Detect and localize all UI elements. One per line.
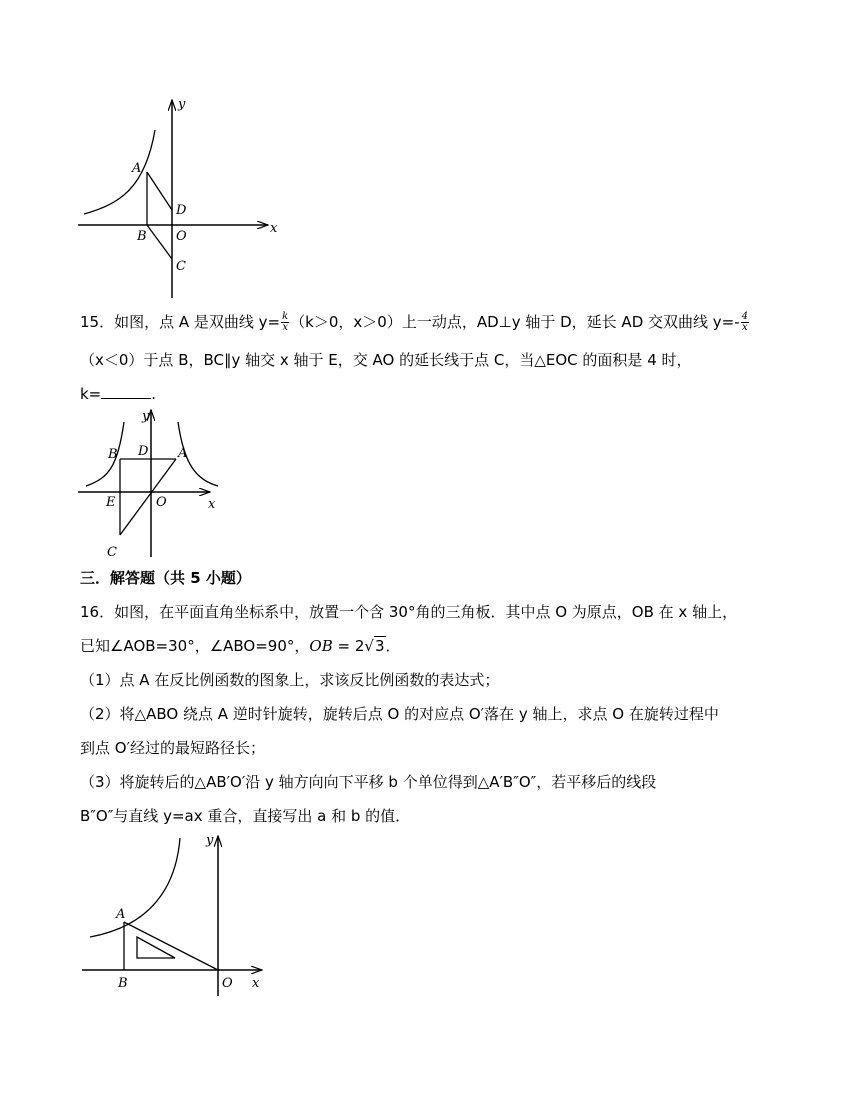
sqrt-sign: √ <box>364 637 374 655</box>
label-D: D <box>176 203 187 218</box>
label-O: O <box>156 495 167 510</box>
label-A: A <box>116 907 126 922</box>
label-O: O <box>176 229 187 244</box>
q16-part1: （1）点 A 在反比例函数的图象上，求该反比例函数的表达式； <box>80 671 500 689</box>
figure-3 <box>0 830 860 1010</box>
label-A: A <box>178 446 188 461</box>
q16-line2 <box>80 636 401 656</box>
label-y: y <box>142 409 150 424</box>
fraction-numerator: 4 <box>741 311 749 322</box>
label-x: x <box>270 221 278 236</box>
label-D: D <box>138 444 149 459</box>
math-OB: OB <box>309 637 333 655</box>
q15-line2: （x＜0）于点 B，BC∥y 轴交 x 轴于 E，交 AO 的延长线于点 C，当△EOC 的面积是 4 时， <box>80 351 692 369</box>
fraction-k-over-x <box>281 312 289 333</box>
q16-part2-line1: （2）将△ABO 绕点 A 逆时针旋转，旋转后点 O 的对应点 O′落在 y 轴上，求点 O 在旋转过程中 <box>80 705 719 723</box>
q16-part2-line2: 到点 O′经过的最短路径长； <box>80 739 265 757</box>
label-C: C <box>107 545 117 560</box>
hyperbola-curve <box>90 838 180 937</box>
fraction-4-over-x <box>741 312 749 333</box>
section-heading: 三．解答题（共 5 小题） <box>80 569 251 587</box>
q16-part3-line2: B″O″与直线 y=ax 重合，直接写出 a 和 b 的值． <box>80 807 411 825</box>
answer-prefix: k= <box>80 385 102 403</box>
label-B: B <box>108 447 118 462</box>
q15-number: 15． <box>80 313 115 331</box>
q16-part3-line1: （3）将旋转后的△AB′O′沿 y 轴方向向下平移 b 个单位得到△A′B″O″，若平移后的线段 <box>80 773 657 791</box>
label-C: C <box>176 259 186 274</box>
segment-AO <box>124 922 218 970</box>
fraction-numerator: k <box>282 311 289 322</box>
label-E: E <box>106 495 116 510</box>
label-B: B <box>118 976 128 991</box>
answer-suffix: . <box>151 385 157 403</box>
label-B: B <box>137 229 147 244</box>
figure-1 <box>0 0 860 300</box>
fraction-denominator: x <box>742 322 748 333</box>
label-y: y <box>178 97 186 112</box>
math-equals: = 2 <box>332 637 365 655</box>
q16-given-text: 已知∠AOB=30°，∠ABO=90°， <box>80 637 310 655</box>
q15-text-1: 如图，点 A 是双曲线 y= <box>114 313 281 331</box>
label-A: A <box>132 161 142 176</box>
segment-BC <box>147 225 172 259</box>
q16-line1: 16．如图，在平面直角坐标系中，放置一个含 30°角的三角板．其中点 O 为原点，OB 在 x 轴上， <box>80 603 738 621</box>
q15-line1 <box>80 312 750 333</box>
sqrt-radicand: 3 <box>374 637 385 655</box>
hyperbola-curve <box>84 130 155 214</box>
q15-text-2: （k＞0，x＞0）上一动点，AD⊥y 轴于 D，延长 AD 交双曲线 y=- <box>290 313 740 331</box>
fraction-denominator: x <box>282 322 288 333</box>
q16-line2-end: ． <box>385 637 401 655</box>
hyperbola-left-curve <box>86 422 124 486</box>
set-square-hole <box>137 937 175 958</box>
label-y: y <box>206 833 214 848</box>
label-O: O <box>222 976 233 991</box>
segment-AC <box>120 459 176 535</box>
label-x: x <box>252 976 260 991</box>
answer-blank <box>101 384 151 399</box>
segment-AD <box>147 172 172 210</box>
label-x: x <box>208 497 216 512</box>
